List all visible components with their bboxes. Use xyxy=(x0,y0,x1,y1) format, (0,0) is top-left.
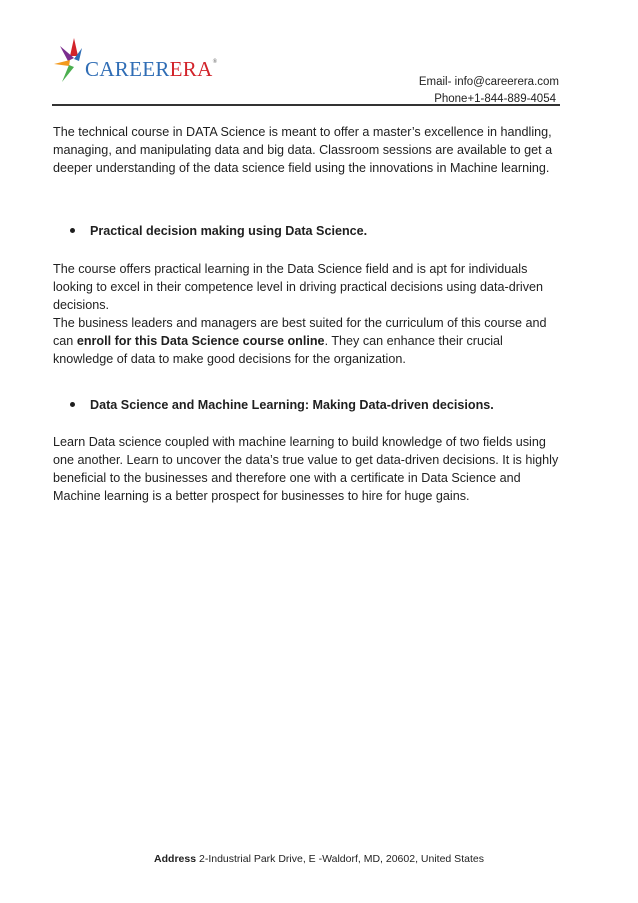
bullet-ml-decisions xyxy=(70,398,494,412)
intro-paragraph: The technical course in DATA Science is meant to offer a master’s excellence in handling, managing, and manipulating data and big data. Classroom sessions are available to get a deeper understanding of the data science field using the innovations in Machine learning. xyxy=(53,125,553,175)
logo-wordmark: CAREERERA® xyxy=(85,57,218,81)
business-text-end: . They can enhance their crucial knowledge of data to make good decisions for the organization. xyxy=(53,334,503,366)
header-divider xyxy=(52,104,560,106)
bullet-practical-decision xyxy=(70,224,367,238)
ml-paragraph: Learn Data science coupled with machine learning to build knowledge of two fields using one another. Learn to uncover the data’s true value to get data-driven decisions. It is highly beneficial to the businesses and therefore one with a certificate in Data Science and Machine learning is a better prospect for businesses to hire for huge gains. xyxy=(53,435,559,503)
careerera-logo xyxy=(52,34,218,88)
bullet-dot-icon xyxy=(70,228,75,233)
business-text-start: The business leaders and managers are best suited for the curriculum of this course and can xyxy=(53,316,547,348)
email-text: Email- info@careerera.com xyxy=(418,76,559,88)
phone-text: Phone+1-844-889-4054 xyxy=(434,93,556,105)
address-text: 2-Industrial Park Drive, E -Waldorf, MD, 20602, United States xyxy=(196,853,484,865)
bullet-text: Practical decision making using Data Science. xyxy=(90,224,368,238)
footer-address xyxy=(0,853,638,865)
contact-info xyxy=(419,74,559,108)
bullet-dot-icon xyxy=(70,402,75,407)
business-paragraph xyxy=(53,314,563,368)
enroll-link-text: enroll for this Data Science course online xyxy=(76,334,325,348)
course-paragraph: The course offers practical learning in the Data Science field and is apt for individuals looking to excel in their competence level in driving practical decisions using data-driven decisions. xyxy=(53,262,544,312)
bullet-text: Data Science and Machine Learning: Making Data-driven decisions. xyxy=(90,398,494,412)
address-label: Address xyxy=(154,853,197,865)
